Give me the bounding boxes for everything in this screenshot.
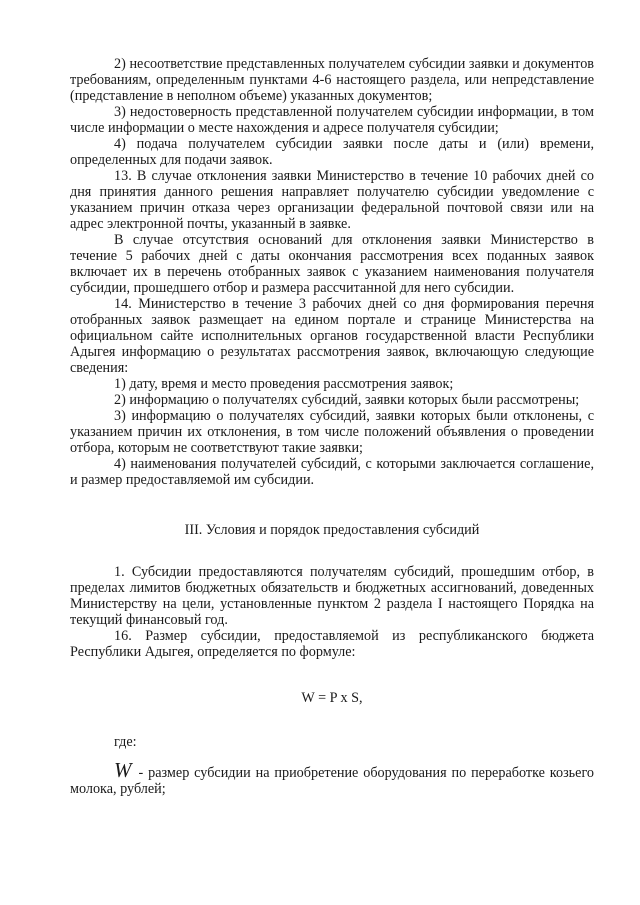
paragraph-16: 16. Размер субсидии, предоставляемой из республиканского бюджета Республики Адыгея, определяется по формуле:	[70, 628, 594, 660]
paragraph-14-item-3: 3) информацию о получателях субсидий, заявки которых были отклонены, с указанием причин их отклонения, в том числе положений объявления о проведении отбора, которым не соответствуют такие заявки;	[70, 408, 594, 456]
paragraph-14-item-4: 4) наименования получателей субсидий, с которыми заключается соглашение, и размер предоставляемой им субсидии.	[70, 456, 594, 488]
paragraph-14-item-1: 1) дату, время и место проведения рассмотрения заявок;	[114, 376, 454, 392]
paragraph-item-3: 3) недостоверность представленной получателем субсидии информации, в том числе информации о месте нахождения и адресе получателя субсидии;	[70, 104, 594, 136]
paragraph-15: 1. Субсидии предоставляются получателям субсидий, прошедшим отбор, в пределах лимитов бюджетных обязательств и бюджетных ассигнований, доведенных Министерству на цели, установленные пунктом 2 раздела I настоящего Порядка на текущий финансовый год.	[70, 564, 594, 628]
paragraph-item-2: 2) несоответствие представленных получателем субсидии заявки и документов требованиям, определенным пунктами 4-6 настоящего раздела, или непредставление (представление в неполном объеме) указанных документов;	[70, 56, 594, 104]
paragraph-item-4: 4) подача получателем субсидии заявки после даты и (или) времени, определенных для подачи заявок.	[70, 136, 594, 168]
section-heading: III. Условия и порядок предоставления субсидий	[184, 522, 480, 538]
paragraph-14: 14. Министерство в течение 3 рабочих дней со дня формирования перечня отобранных заявок размещает на едином портале и странице Министерства на официальном сайте исполнительных органов государственной власти Республики Адыгея информацию о результатах рассмотрения заявок, включающую следующие сведения:	[70, 296, 594, 376]
w-definition: - размер субсидии на приобретение оборудования по переработке козьего молока, рублей;	[70, 765, 594, 797]
w-symbol: W	[114, 758, 133, 782]
where-label: где:	[114, 734, 137, 750]
paragraph-13: 13. В случае отклонения заявки Министерство в течение 10 рабочих дней со дня принятия данного решения направляет получателю субсидии уведомление с указанием причин отказа через организации федеральной почтовой связи или на адрес электронной почты, указанный в заявке.	[70, 168, 594, 232]
paragraph-13-cont: В случае отсутствия оснований для отклонения заявки Министерство в течение 5 рабочих дней с даты окончания рассмотрения всех поданных заявок включает их в перечень отобранных заявок с указанием наименования получателя субсидии, прошедшего отбор и размера рассчитанной для него субсидии.	[70, 232, 594, 296]
paragraph-14-item-2: 2) информацию о получателях субсидий, заявки которых были рассмотрены;	[114, 392, 580, 408]
formula: W = P x S,	[301, 690, 363, 706]
w-definition-line	[70, 758, 594, 797]
